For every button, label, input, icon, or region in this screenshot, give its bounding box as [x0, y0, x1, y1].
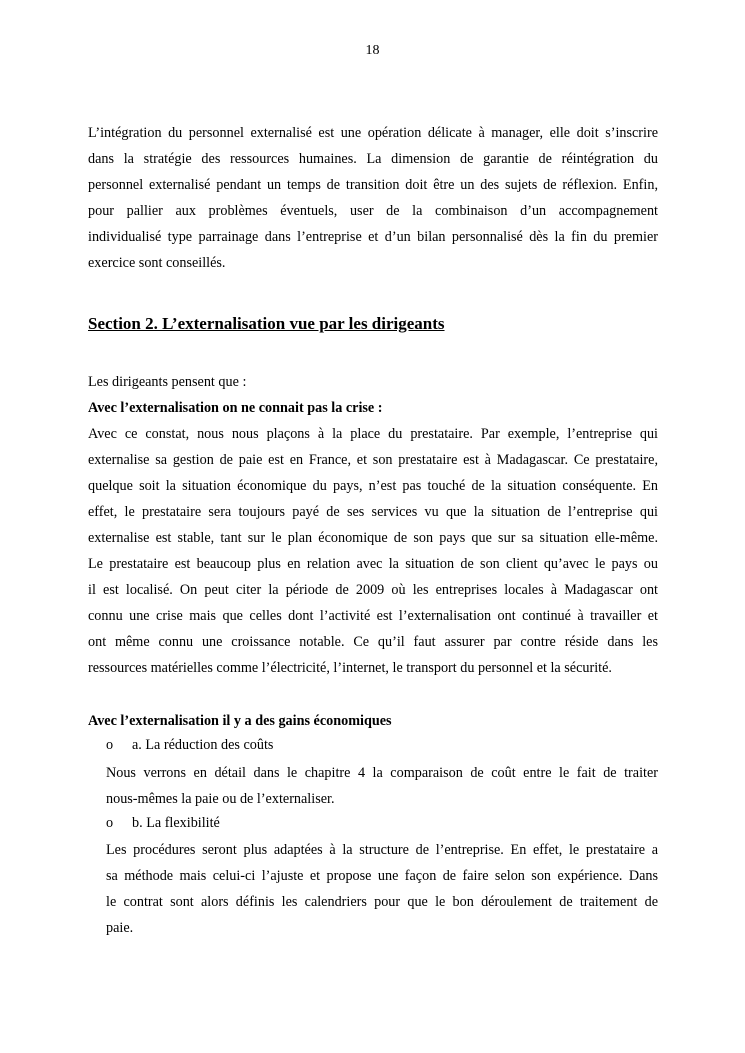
paragraph-line: paie. [106, 920, 134, 936]
bullet-label: a. La réduction des coûts [132, 737, 274, 753]
paragraph-line: ont même connu une croissance notable. Ce qu’il faut assurer par contre réside dans les [88, 634, 658, 650]
lead-in-text: Les dirigeants pensent que : [88, 374, 247, 390]
paragraph-line: quelque soit la situation économique du pays, n’est pas touché de la situation conséquente. En [88, 478, 658, 494]
paragraph-line: sa méthode mais celui-ci l’ajuste et propose une façon de faire selon son expérience. Dans [106, 868, 658, 884]
bullet-item [106, 735, 658, 755]
paragraph-line: Les procédures seront plus adaptées à la structure de l’entreprise. En effet, le prestataire a [106, 842, 658, 858]
paragraph-line: pour pallier aux problèmes éventuels, user de la combinaison d’un accompagnement [88, 203, 658, 219]
section-heading: Section 2. L’externalisation vue par les dirigeants [88, 314, 445, 333]
paragraph-line: externalise sa gestion de paie est en France, et son prestataire est à Madagascar. Ce prestataire, [88, 452, 658, 468]
paragraph-line: individualisé type parrainage dans l’entreprise et d’un bilan personnalisé dès la fin du premier [88, 229, 658, 245]
paragraph-line: nous-mêmes la paie ou de l’externaliser. [106, 791, 335, 807]
bullet-label: b. La flexibilité [132, 815, 220, 831]
subheading: Avec l’externalisation il y a des gains économiques [88, 713, 392, 729]
paragraph-line: exercice sont conseillés. [88, 255, 226, 271]
bullet-item [106, 813, 658, 833]
bullet-marker: o [106, 737, 114, 753]
paragraph-line: effet, le prestataire sera toujours payé de ses services vu que la situation de l’entreprise qui [88, 504, 658, 520]
paragraph-line: le contrat sont alors définis les calendriers pour que le bon déroulement de traitement de [106, 894, 658, 910]
subheading: Avec l’externalisation on ne connait pas la crise : [88, 400, 383, 416]
paragraph-line: il est localisé. On peut citer la période de 2009 où les entreprises locales à Madagascar ont [88, 582, 658, 598]
paragraph-line: ressources matérielles comme l’électricité, l’internet, le transport du personnel et la sécurité. [88, 660, 612, 676]
page-number: 18 [365, 43, 380, 58]
paragraph-line: connu une crise mais que celles dont l’activité est l’externalisation ont continué à travailler et [88, 608, 658, 624]
paragraph-line: personnel externalisé pendant un temps de transition doit être un des sujets de réflexion. Enfin, [88, 177, 658, 193]
paragraph-line: externalise est stable, tant sur le plan économique de son pays que sur sa situation elle-même. [88, 530, 658, 546]
bullet-marker: o [106, 815, 114, 831]
paragraph-line: Avec ce constat, nous nous plaçons à la place du prestataire. Par exemple, l’entreprise qui [88, 426, 658, 442]
paragraph-line: Nous verrons en détail dans le chapitre 4 la comparaison de coût entre le fait de traiter [106, 765, 658, 781]
paragraph-line: L’intégration du personnel externalisé est une opération délicate à manager, elle doit s’inscrire [88, 125, 658, 141]
paragraph-line: dans la stratégie des ressources humaines. La dimension de garantie de réintégration du [88, 151, 658, 167]
paragraph-line: Le prestataire est beaucoup plus en relation avec la situation de son client qu’avec le pays ou [88, 556, 658, 572]
